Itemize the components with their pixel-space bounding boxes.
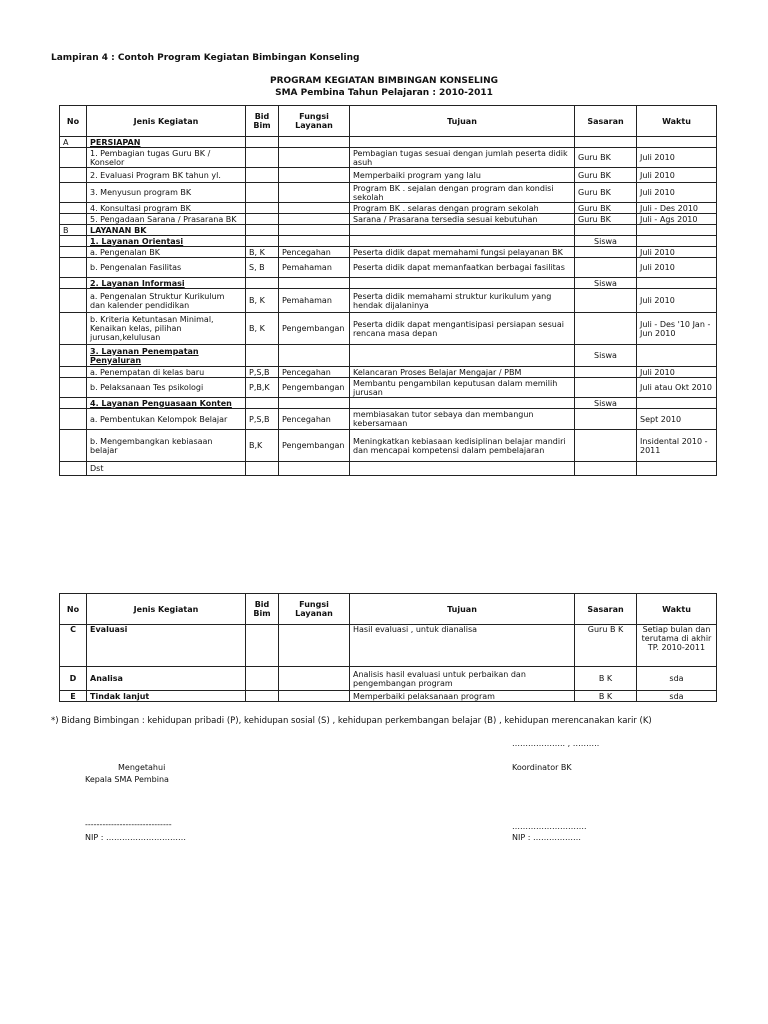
header-bid: Bid Bim xyxy=(246,106,279,137)
sasaran-cell: Guru B K xyxy=(575,625,637,667)
jenis-cell: Analisa xyxy=(87,667,246,691)
tujuan-cell: Peserta didik dapat memanfaatkan berbagai fasilitas xyxy=(350,258,575,278)
coordinator-title: Koordinator BK xyxy=(512,763,572,772)
table-row xyxy=(60,378,717,398)
sasaran-cell: Guru BK xyxy=(575,203,637,214)
table-row xyxy=(60,667,717,691)
header-bid: Bid Bim xyxy=(246,594,279,625)
bid-cell: B, K xyxy=(246,247,279,258)
jenis-cell: b. Pengenalan Fasilitas xyxy=(87,258,246,278)
waktu-cell: Setiap bulan dan terutama di akhir TP. 2010-2011 xyxy=(637,625,717,667)
subsection-row xyxy=(60,236,717,247)
waktu-cell: Juli atau Okt 2010 xyxy=(637,378,717,398)
jenis-cell: 4. Konsultasi program BK xyxy=(87,203,246,214)
header-waktu: Waktu xyxy=(637,106,717,137)
tujuan-cell: Pembagian tugas sesuai dengan jumlah peserta didik asuh xyxy=(350,148,575,168)
waktu-cell: Juli 2010 xyxy=(637,183,717,203)
table-row xyxy=(60,625,717,667)
principal-title: Kepala SMA Pembina xyxy=(85,775,169,784)
table-header-row xyxy=(60,106,717,137)
followup-table xyxy=(59,593,717,702)
attachment-title: Lampiran 4 : Contoh Program Kegiatan Bimbingan Konseling xyxy=(51,53,360,63)
fungsi-cell: Pemahaman xyxy=(279,258,350,278)
jenis-cell: 1. Pembagian tugas Guru BK / Konselor xyxy=(87,148,246,168)
jenis-cell: 2. Evaluasi Program BK tahun yl. xyxy=(87,168,246,183)
fungsi-cell: Pencegahan xyxy=(279,367,350,378)
waktu-cell: Sept 2010 xyxy=(637,409,717,430)
table-row xyxy=(60,691,717,702)
table-row xyxy=(60,409,717,430)
jenis-cell: b. Mengembangkan kebiasaan belajar xyxy=(87,430,246,462)
tujuan-cell: Program BK . sejalan dengan program dan kondisi sekolah xyxy=(350,183,575,203)
jenis-cell: Evaluasi xyxy=(87,625,246,667)
subsection-label: 1. Layanan Orientasi xyxy=(87,236,246,247)
table-row xyxy=(60,168,717,183)
table-row xyxy=(60,430,717,462)
sasaran-cell: B K xyxy=(575,691,637,702)
table-row xyxy=(60,203,717,214)
tujuan-cell: Membantu pengambilan keputusan dalam memilih jurusan xyxy=(350,378,575,398)
subsection-row xyxy=(60,398,717,409)
waktu-cell: Juli - Des '10 Jan - Jun 2010 xyxy=(637,313,717,345)
waktu-cell: Juli 2010 xyxy=(637,148,717,168)
waktu-cell: Juli 2010 xyxy=(637,289,717,313)
bid-cell: P,S,B xyxy=(246,367,279,378)
subsection-row xyxy=(60,278,717,289)
table-row xyxy=(60,183,717,203)
sasaran-cell: Guru BK xyxy=(575,183,637,203)
waktu-cell: Juli 2010 xyxy=(637,247,717,258)
waktu-cell: Juli - Ags 2010 xyxy=(637,214,717,225)
sasaran-cell: Guru BK xyxy=(575,214,637,225)
header-fungsi: Fungsi Layanan xyxy=(279,594,350,625)
tujuan-cell: Peserta didik dapat memahami fungsi pelayanan BK xyxy=(350,247,575,258)
tujuan-cell: Hasil evaluasi , untuk dianalisa xyxy=(350,625,575,667)
header-fungsi: Fungsi Layanan xyxy=(279,106,350,137)
section-row xyxy=(60,137,717,148)
waktu-cell: Insidental 2010 - 2011 xyxy=(637,430,717,462)
section-no: B xyxy=(60,225,87,236)
waktu-cell: Juli 2010 xyxy=(637,258,717,278)
section-row xyxy=(60,225,717,236)
row-no: D xyxy=(60,667,87,691)
table-row xyxy=(60,367,717,378)
fungsi-cell: Pencegahan xyxy=(279,247,350,258)
approval-label: Mengetahui xyxy=(118,763,166,772)
table-row xyxy=(60,214,717,225)
jenis-cell: b. Kriteria Ketuntasan Minimal, Kenaikan kelas, pilihan jurusan,kelulusan xyxy=(87,313,246,345)
coordinator-signature-line: ………………………. xyxy=(512,822,587,831)
tujuan-cell: Peserta didik memahami struktur kurikulum yang hendak dijalaninya xyxy=(350,289,575,313)
row-no: E xyxy=(60,691,87,702)
header-waktu: Waktu xyxy=(637,594,717,625)
table-header-row xyxy=(60,594,717,625)
waktu-cell: Juli 2010 xyxy=(637,367,717,378)
subsection-label: 2. Layanan Informasi xyxy=(87,278,246,289)
tujuan-cell: Meningkatkan kebiasaan kedisiplinan belajar mandiri dan mencapai kompetensi dalam pembelajaran xyxy=(350,430,575,462)
header-no: No xyxy=(60,594,87,625)
subsection-label: 3. Layanan Penempatan Penyaluran xyxy=(87,345,246,367)
jenis-cell: b. Pelaksanaan Tes psikologi xyxy=(87,378,246,398)
program-table xyxy=(59,105,717,476)
tujuan-cell: membiasakan tutor sebaya dan membangun kebersamaan xyxy=(350,409,575,430)
subsection-label: 4. Layanan Penguasaan Konten xyxy=(87,398,246,409)
fungsi-cell: Pemahaman xyxy=(279,289,350,313)
sasaran-cell: Guru BK xyxy=(575,168,637,183)
header-tujuan: Tujuan xyxy=(350,594,575,625)
waktu-cell: sda xyxy=(637,667,717,691)
header-sasaran: Sasaran xyxy=(575,594,637,625)
bid-cell: B, K xyxy=(246,313,279,345)
jenis-cell: 3. Menyusun program BK xyxy=(87,183,246,203)
table-row xyxy=(60,258,717,278)
table-row xyxy=(60,247,717,258)
sasaran-cell: B K xyxy=(575,667,637,691)
tujuan-cell: Memperbaiki program yang lalu xyxy=(350,168,575,183)
header-tujuan: Tujuan xyxy=(350,106,575,137)
tujuan-cell: Program BK . selaras dengan program sekolah xyxy=(350,203,575,214)
jenis-cell: a. Penempatan di kelas baru xyxy=(87,367,246,378)
tujuan-cell: Kelancaran Proses Belajar Mengajar / PBM xyxy=(350,367,575,378)
tujuan-cell: Peserta didik dapat mengantisipasi persiapan sesuai rencana masa depan xyxy=(350,313,575,345)
sasaran-cell: Siswa xyxy=(575,236,637,247)
principal-nip: NIP : ………………………… xyxy=(85,833,186,842)
fungsi-cell: Pengembangan xyxy=(279,430,350,462)
table-row xyxy=(60,289,717,313)
table-row xyxy=(60,462,717,476)
section-label: LAYANAN BK xyxy=(87,225,246,236)
waktu-cell: Juli - Des 2010 xyxy=(637,203,717,214)
bid-cell: B, K xyxy=(246,289,279,313)
table-row xyxy=(60,313,717,345)
tujuan-cell: Analisis hasil evaluasi untuk perbaikan dan pengembangan program xyxy=(350,667,575,691)
header-sasaran: Sasaran xyxy=(575,106,637,137)
bid-cell: S, B xyxy=(246,258,279,278)
place-date: ……………….. , ………. xyxy=(512,739,600,748)
row-no: C xyxy=(60,625,87,667)
subsection-row xyxy=(60,345,717,367)
principal-signature-line: ------------------------------ xyxy=(85,820,172,829)
fungsi-cell: Pengembangan xyxy=(279,378,350,398)
jenis-cell: a. Pengenalan Struktur Kurikulum dan kalender pendidikan xyxy=(87,289,246,313)
coordinator-nip: NIP : ……………… xyxy=(512,833,581,842)
header-jenis: Jenis Kegiatan xyxy=(87,594,246,625)
jenis-cell: a. Pembentukan Kelompok Belajar xyxy=(87,409,246,430)
sasaran-cell: Siswa xyxy=(575,398,637,409)
header-jenis: Jenis Kegiatan xyxy=(87,106,246,137)
table-row xyxy=(60,148,717,168)
footnote: *) Bidang Bimbingan : kehidupan pribadi (P), kehidupan sosial (S) , kehidupan perkembangan belajar (B) , kehidupan merencanakan karir (K) xyxy=(51,716,652,726)
header-no: No xyxy=(60,106,87,137)
section-label: PERSIAPAN xyxy=(87,137,246,148)
jenis-cell: 5. Pengadaan Sarana / Prasarana BK xyxy=(87,214,246,225)
sasaran-cell: Guru BK xyxy=(575,148,637,168)
fungsi-cell: Pengembangan xyxy=(279,313,350,345)
sasaran-cell: Siswa xyxy=(575,278,637,289)
bid-cell: P,S,B xyxy=(246,409,279,430)
document-subtitle: SMA Pembina Tahun Pelajaran : 2010-2011 xyxy=(275,88,493,98)
tujuan-cell: Memperbaiki pelaksanaan program xyxy=(350,691,575,702)
section-no: A xyxy=(60,137,87,148)
document-title: PROGRAM KEGIATAN BIMBINGAN KONSELING xyxy=(269,76,499,86)
waktu-cell: sda xyxy=(637,691,717,702)
sasaran-cell: Siswa xyxy=(575,345,637,367)
jenis-cell: Tindak lanjut xyxy=(87,691,246,702)
fungsi-cell: Pencegahan xyxy=(279,409,350,430)
dst-cell: Dst xyxy=(87,462,246,476)
jenis-cell: a. Pengenalan BK xyxy=(87,247,246,258)
tujuan-cell: Sarana / Prasarana tersedia sesuai kebutuhan xyxy=(350,214,575,225)
bid-cell: B,K xyxy=(246,430,279,462)
bid-cell: P,B,K xyxy=(246,378,279,398)
waktu-cell: Juli 2010 xyxy=(637,168,717,183)
